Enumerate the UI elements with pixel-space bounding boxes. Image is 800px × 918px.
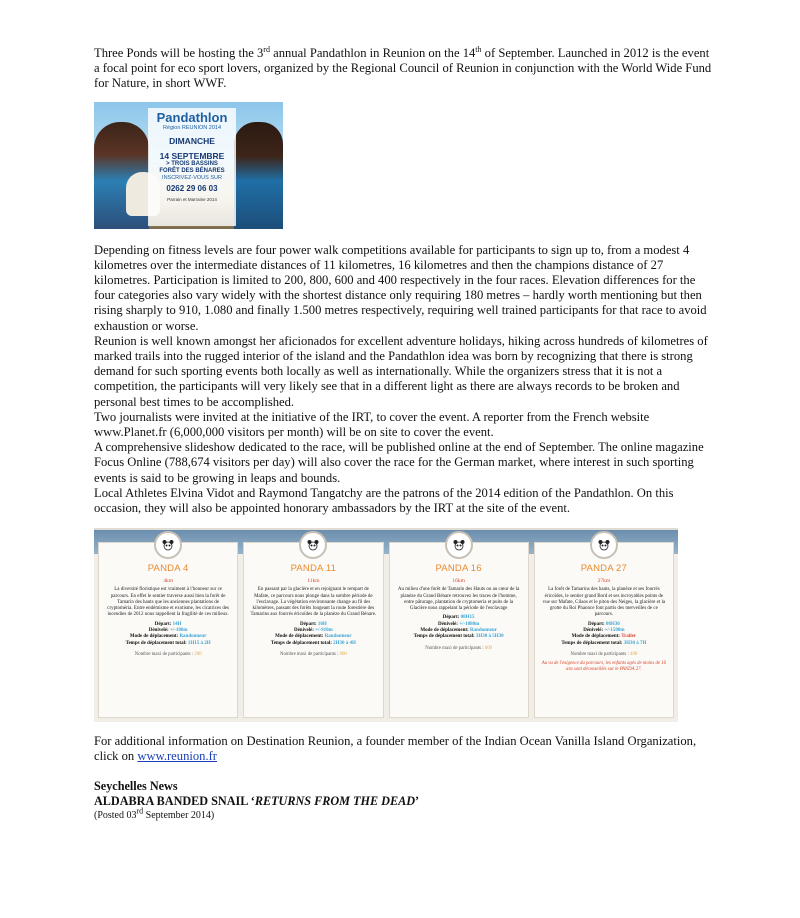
event-day-suffix: th xyxy=(475,44,482,54)
race-details: Départ: 08H15 Dénivelé: +/-1080m Mode de déplacement: Randonneur Temps de déplacement total: 3H30 à 5H30 xyxy=(413,615,504,640)
panda-icon xyxy=(299,531,327,559)
race-max-participants: Nombre maxi de participants : 800 xyxy=(279,651,347,657)
poster-place-1: > TROIS BASSINS xyxy=(166,160,218,167)
race-distance: 4km xyxy=(163,578,174,585)
race-categories-banner xyxy=(94,528,678,722)
poster-footer: Parrain et Marraine 2014 xyxy=(167,196,217,202)
article xyxy=(94,46,714,822)
intro-text-2: annual Pandathlon in Reunion on the xyxy=(269,46,463,60)
pandathlon-poster-image xyxy=(94,102,283,229)
race-description: En passant par la glacière et en rejoignant le rempart de Mafate, ce parcours nous plonge dans la sombre période de l'esclavage. La végétation environnante change au fil des kilomètres, passant des forêts longeant la route forestière des Tamarins aux fourrés éricoïdes de la planèze du Grand Bénare. xyxy=(250,587,377,618)
poster-subtitle: Région REUNION 2014 xyxy=(162,124,222,131)
poster-card xyxy=(148,108,236,226)
race-warning-note: Au vu de l'exigence du parcours, les enfants agés de moins de 16 ans sont déconseillés sur le PANDA 27. xyxy=(541,660,667,672)
race-details: Départ: 14H Dénivelé: +/-180m Mode de déplacement: Randonneur Temps de déplacement total: 1H15 à 2H xyxy=(125,621,211,646)
race-max-participants: Nombre maxi de participants : 200 xyxy=(134,651,202,657)
athlete-man-figure xyxy=(234,122,283,229)
reunion-website-link[interactable]: www.reunion.fr xyxy=(137,749,217,764)
race-card-panda-4 xyxy=(98,542,238,718)
race-description: La forêt de Tamarins des hauts, la planèze et ses fourrés éricoïdes, le sentier grand Bord et ses incroyables points de vue sur Mafate, Cilaos et le piton des Neiges, la glacière et la grotte du Roi Phaonce font partis des merveilles de ce parcours. xyxy=(542,587,666,618)
info-paragraph xyxy=(94,734,714,764)
race-name: PANDA 11 xyxy=(290,563,337,575)
poster-date: 14 SEPTEMBRE xyxy=(159,150,225,161)
race-name: PANDA 4 xyxy=(147,563,189,575)
edition-suffix: rd xyxy=(263,44,270,54)
race-max-participants: Nombre maxi de participants : 600 xyxy=(425,645,492,651)
race-card-panda-27 xyxy=(534,542,674,718)
posted-date: (Posted 03rd September 2014) xyxy=(94,806,215,821)
race-max-participants: Nombre maxi de participants : 400 xyxy=(570,651,638,657)
news-headline: ALDABRA BANDED SNAIL ‘RETURNS FROM THE DEAD’ xyxy=(94,793,420,808)
race-card-panda-11 xyxy=(243,542,383,718)
race-name: PANDA 16 xyxy=(435,563,482,575)
poster-day-name: DIMANCHE xyxy=(169,135,215,146)
race-distance: 16km xyxy=(452,578,465,585)
race-distance: 11km xyxy=(307,578,320,585)
race-card-panda-16 xyxy=(389,542,529,718)
race-description: Au milieu d'une forêt de Tamarin des Hauts ou au cœur de la planèze du Grand Bénare retrouvez les traces de l'homme, entre pâturage, plantation de cryptomeria et puits de la Glacière nous rappelant la période de l'esclavage xyxy=(397,587,520,612)
race-name: PANDA 27 xyxy=(580,563,628,575)
body-paragraph-5: Local Athletes Elvina Vidot and Raymond Tangatchy are the patrons of the 2014 edition of the Pandathlon. On this occasion, they will also be appointed honorary ambassadors by the IRT at the site of the event. xyxy=(94,485,674,516)
poster-title: Pandathlon xyxy=(156,109,228,125)
panda-icon xyxy=(590,531,618,559)
race-distance: 27km xyxy=(597,578,611,585)
body-paragraph-3: Two journalists were invited at the initiative of the IRT, to cover the event. A reporter from the French website www.Planet.fr (6,000,000 visitors per month) will be on site to cover the event. xyxy=(94,409,650,440)
race-description: La diversité floristique est vraiment à l'honneur sur ce parcours. En effet le sentier traverse aussi bien la forêt de Tamarin des hauts que les anciennes plantations de cryptoméria. Entre endémisme et exotisme, les cicatrices des incendies de 2012 nous rappellent la fragilité de ces milieux. xyxy=(107,587,229,618)
poster-phone: 0262 29 06 03 xyxy=(166,183,218,193)
panda-icon xyxy=(154,531,182,559)
poster-place-2: FORÊT DES BÉNARES xyxy=(159,167,225,174)
intro-paragraph xyxy=(94,46,714,92)
poster-inscriptions: INSCRIVEZ-VOUS SUR xyxy=(162,174,222,181)
body-paragraph-2: Reunion is well known amongst her aficionados for excellent adventure holidays, hiking across hundreds of kilometres of marked trails into the rugged interior of the island and the Pandathlon idea was born by recognizing that there is strong demand for such sporting events both locally as well as internationally. While the organizers stress that it is not a competition, the participants will very likely see that in a different light as there are always records to be broken and personal best times to be accomplished. xyxy=(94,333,708,409)
edition-number: 3 xyxy=(257,46,264,60)
body-paragraph-4: A comprehensive slideshow dedicated to the race, will be published online at the end of September. The online magazine Focus Online (788,674 visitors per day) will also cover the race for the German market, where interest in such sporting events is said to be growing in leaps and bounds. xyxy=(94,440,704,485)
event-day: 14 xyxy=(462,46,476,60)
section-title: Seychelles News xyxy=(94,778,178,793)
intro-text-3: of September. Launched in 2012 is the event a focal point for eco sport lovers, organized by the Regional Council of Reunion in conjunction with the World Wide Fund for Nature, in short WWF. xyxy=(94,46,712,91)
intro-text-1: Three Ponds will be hosting the xyxy=(94,46,257,60)
race-details: Départ: 10H Dénivelé: +/-910m Mode de déplacement: Randonneur Temps de déplacement total: 2H30 à 4H xyxy=(270,621,356,646)
info-text: For additional information on Destination Reunion, a founder member of the Indian Ocean Vanilla Island Organization, click on xyxy=(94,734,697,764)
body-paragraph-1: Depending on fitness levels are four power walk competitions available for participants to sign up to, from a modest 4 kilometres over the intermediate distances of 11 kilometres, 16 kilometres and then the champions distance of 27 kilometres. Participation is limited to 200, 800, 600 and 400 respectively in the four races. Elevation differences for the four categories also vary widely with the shortest distance only requiring 180 metres – hardly worth mentioning but then rising sharply to 910, 1.080 and finally 1.500 metres respectively, requiring well trained participants for that race to avoid exhaustion or worse. xyxy=(94,242,707,333)
race-details: Départ: 08H30 Dénivelé: +/-1500m Mode de déplacement: Trailer Temps de déplacement total: 3H30 à 7H xyxy=(561,621,647,646)
panda-icon xyxy=(445,531,473,559)
